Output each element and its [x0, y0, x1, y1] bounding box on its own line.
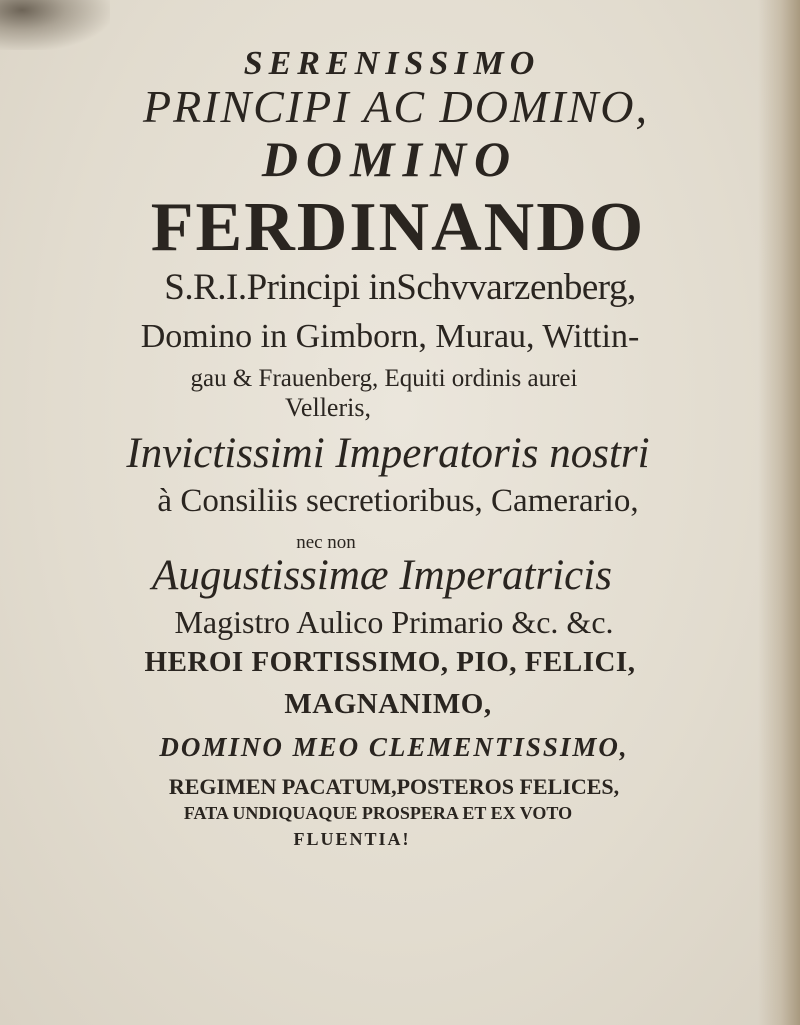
line-consiliis: à Consiliis secretioribus, Camerario,	[157, 483, 639, 519]
line-domino-meo: DOMINO MEO CLEMENTISSIMO,	[159, 732, 629, 762]
line-heroi: HEROI FORTISSIMO, PIO, FELICI,	[144, 646, 636, 678]
line-frauenberg: gau & Frauenberg, Equiti ordinis aurei	[190, 365, 578, 392]
line-augustissimae: Augustissimæ Imperatricis	[152, 552, 612, 599]
line-invictissimi: Invictissimi Imperatoris nostri	[126, 430, 650, 477]
line-velleris: Velleris,	[285, 393, 371, 422]
line-magistro: Magistro Aulico Primario &c. &c.	[174, 604, 614, 640]
line-magnanimo: MAGNANIMO,	[284, 688, 492, 720]
line-nec-non: nec non	[296, 532, 356, 553]
line-principi: PRINCIPI AC DOMINO,	[142, 81, 650, 132]
line-regimen: REGIMEN PACATUM,POSTEROS FELICES,	[168, 774, 620, 799]
line-serenissimo: SERENISSIMO	[243, 45, 541, 82]
line-principi-schwarzenberg: S.R.I.Principi inSchvvarzenberg,	[164, 267, 636, 308]
line-fata: FATA UNDIQUAQUE PROSPERA ET EX VOTO	[183, 803, 573, 823]
line-fluentia: FLUENTIA!	[293, 829, 411, 849]
ink-smudge	[0, 0, 110, 50]
line-domino: DOMINO	[261, 131, 519, 187]
line-ferdinando: FERDINANDO	[150, 189, 646, 266]
line-domino-gimborn: Domino in Gimborn, Murau, Wittin-	[140, 318, 640, 355]
